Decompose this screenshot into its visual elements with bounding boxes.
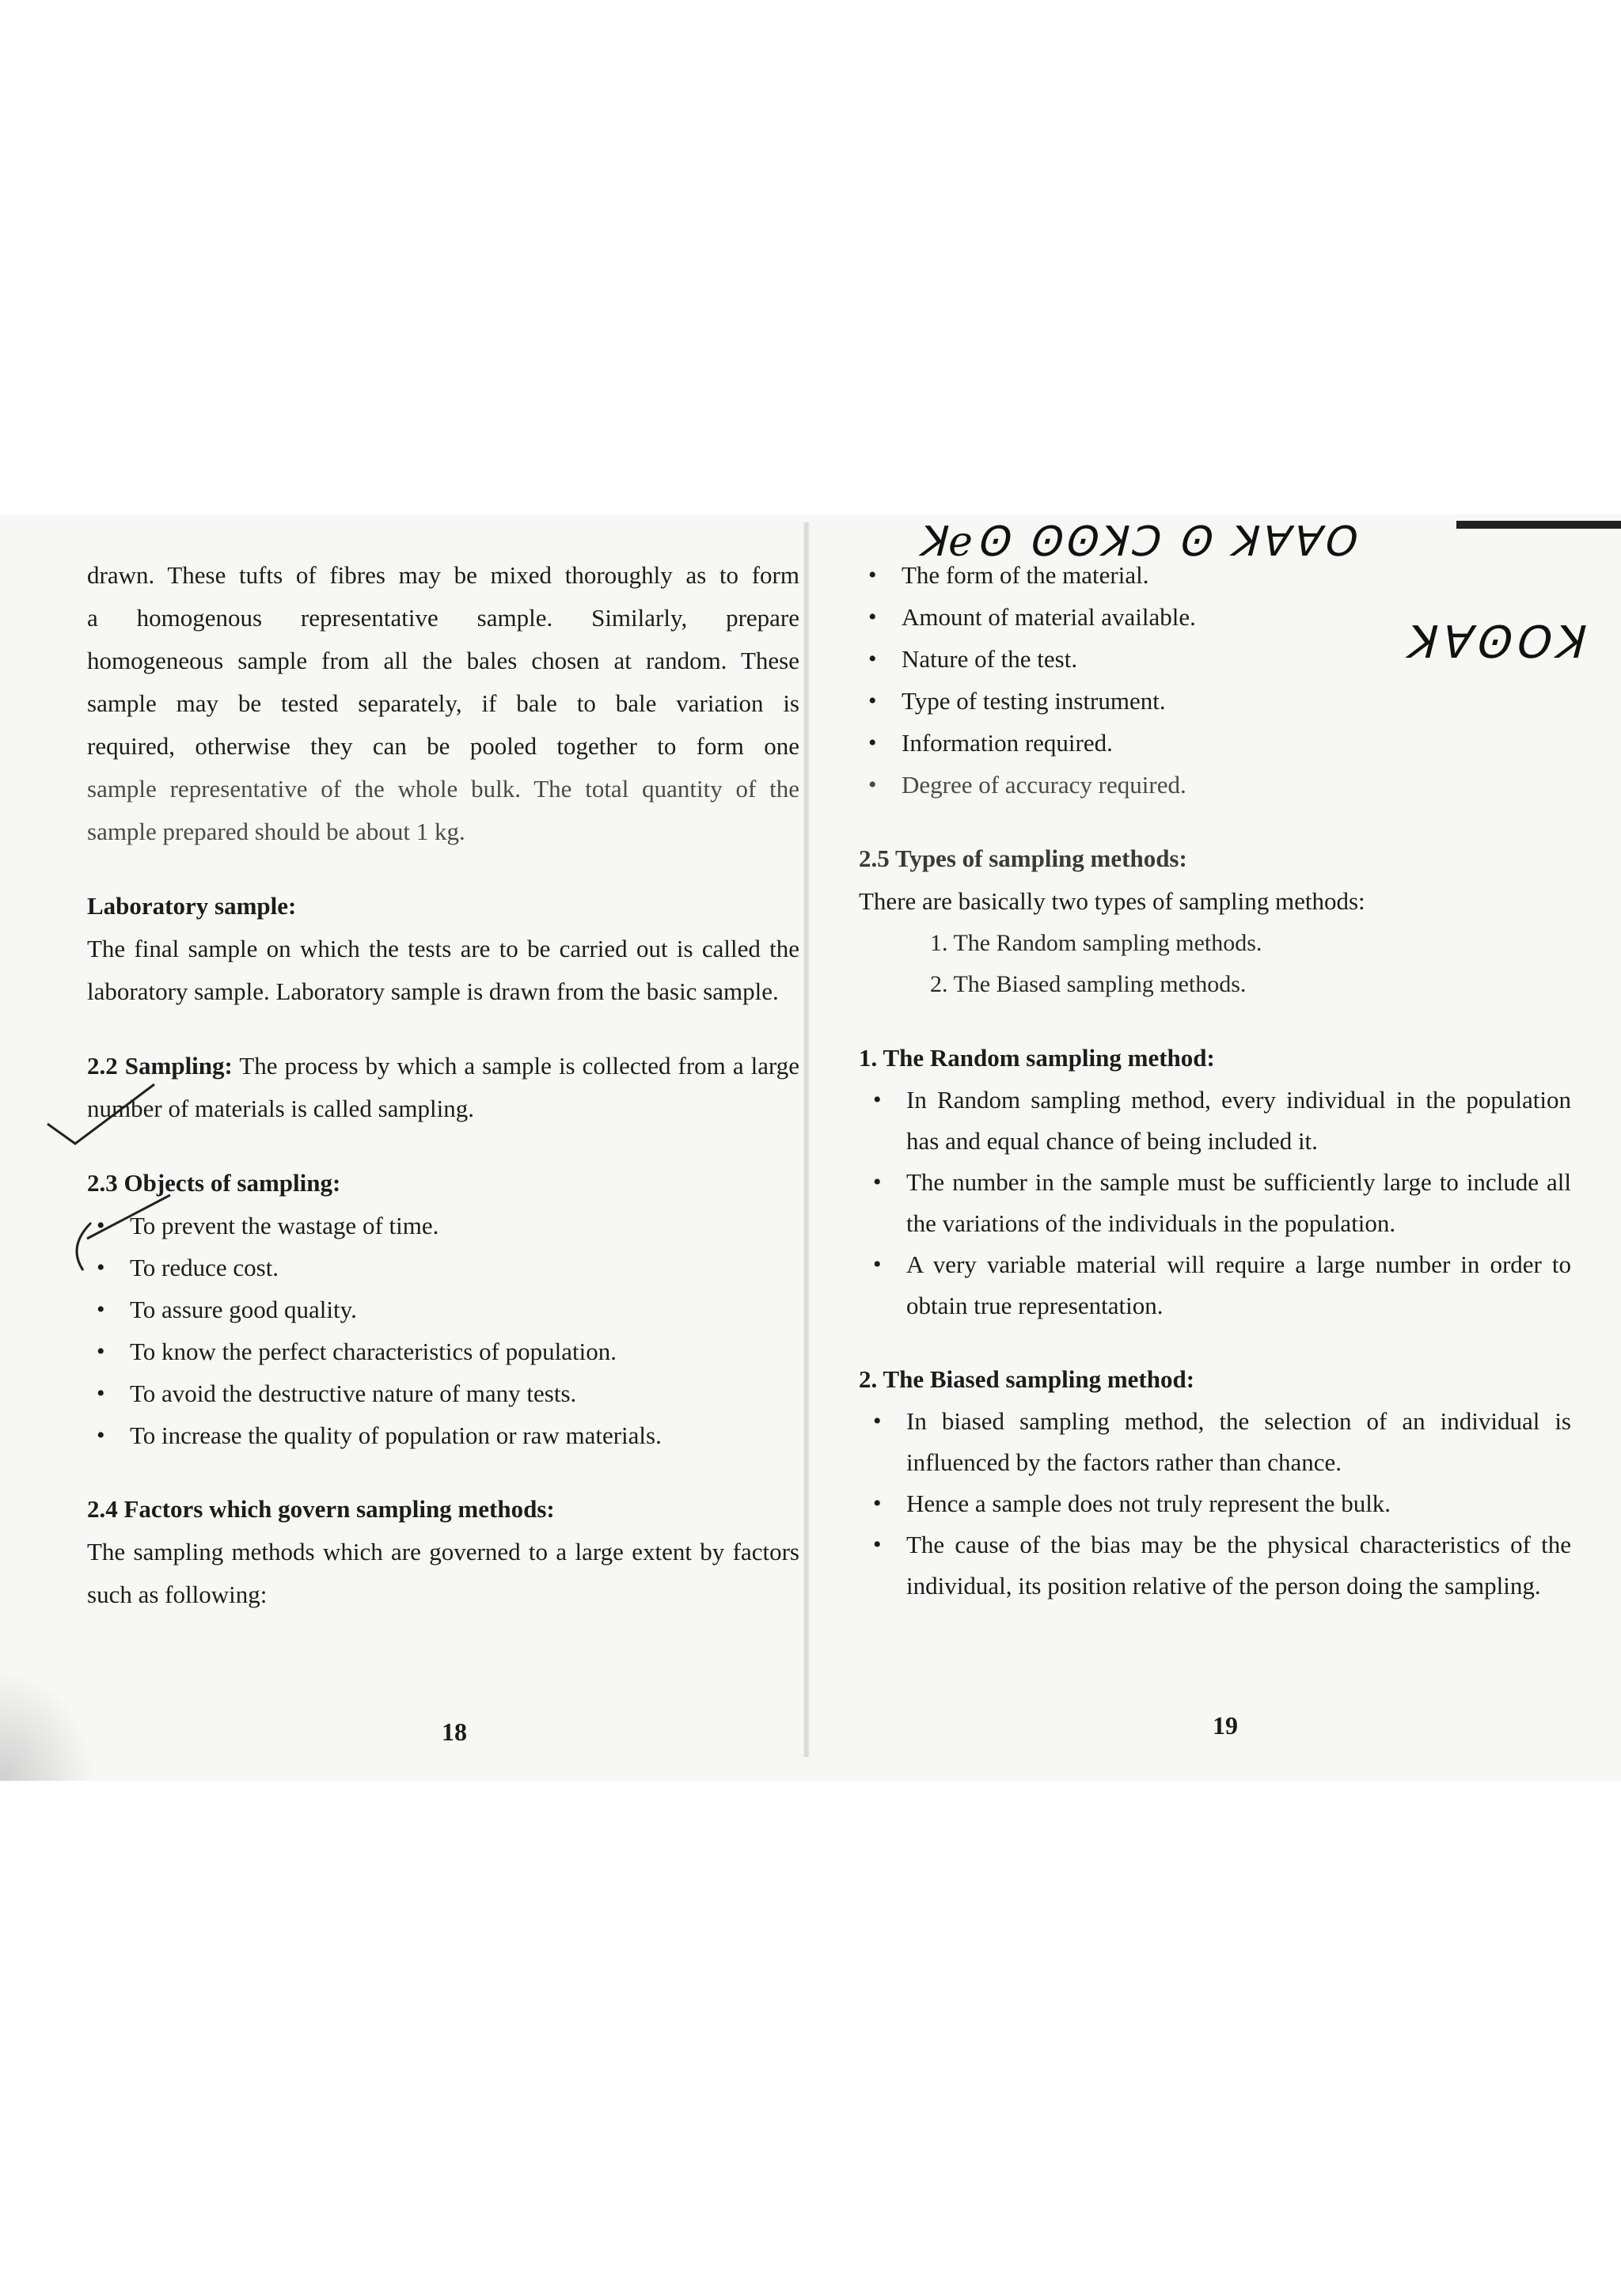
list-item: • Nature of the test. bbox=[859, 638, 1571, 680]
random-heading: 1. The Random sampling method: bbox=[859, 1044, 1215, 1072]
list-item: • The form of the material. bbox=[859, 554, 1571, 596]
page-number-left: 18 bbox=[442, 1717, 467, 1746]
biased-points bbox=[859, 1401, 1571, 1607]
list-item: • Hence a sample does not truly represent the bulk. bbox=[859, 1483, 1571, 1524]
list-item: • Amount of material available. bbox=[859, 596, 1571, 638]
intro-line: sample prepared should be about 1 kg. bbox=[87, 818, 465, 845]
list-item: • The number in the sample must be sufficiently large to include all the variations of the individuals in the population. bbox=[859, 1162, 1571, 1244]
types-heading: 2.5 Types of sampling methods: bbox=[859, 844, 1187, 872]
factors-heading: 2.4 Factors which govern sampling methods: bbox=[87, 1495, 555, 1523]
list-item: • In biased sampling method, the selection of an individual is influenced by the factors rather than chance. bbox=[859, 1401, 1571, 1483]
types-list bbox=[859, 923, 1571, 1005]
lab-sample-text: The final sample on which the tests are to be carried out is called the laboratory sample. Laboratory sample is drawn from the basic sample. bbox=[87, 935, 799, 1005]
list-item: • To assure good quality. bbox=[87, 1288, 799, 1330]
factor-items-list bbox=[859, 554, 1571, 806]
types-intro: There are basically two types of sampling methods: bbox=[859, 887, 1365, 915]
factors-text: The sampling methods which are governed to a large extent by factors such as following: bbox=[87, 1538, 799, 1608]
list-item: • Information required. bbox=[859, 722, 1571, 764]
pen-tick-mark bbox=[67, 1191, 178, 1278]
list-item: • To increase the quality of population or raw materials. bbox=[87, 1414, 799, 1456]
list-item: 1. The Random sampling methods. bbox=[930, 930, 1262, 956]
list-item: • To reduce cost. bbox=[87, 1247, 799, 1288]
list-item: • To prevent the wastage of time. bbox=[87, 1205, 799, 1247]
lab-sample-heading: Laboratory sample: bbox=[87, 892, 297, 920]
left-page bbox=[87, 554, 799, 1757]
intro-line: sample representative of the whole bulk. The total quantity of the bbox=[87, 775, 799, 803]
list-item: • In Random sampling method, every individual in the population has and equal chance of being included it. bbox=[859, 1080, 1571, 1162]
intro-line: drawn. These tufts of fibres may be mixed thoroughly as to form bbox=[87, 561, 799, 589]
intro-paragraph bbox=[87, 554, 799, 853]
pen-tick-mark bbox=[44, 1076, 162, 1148]
right-page bbox=[859, 554, 1571, 1757]
sampling-text: The process by which a sample is collected from a large number of materials is called sampling. bbox=[87, 1052, 799, 1122]
objects-heading: 2.3 Objects of sampling: bbox=[87, 1169, 341, 1197]
list-item: • Degree of accuracy required. bbox=[859, 764, 1571, 806]
intro-line: a homogenous representative sample. Similarly, prepare bbox=[87, 604, 799, 632]
intro-line: homogeneous sample from all the bales chosen at random. These bbox=[87, 647, 799, 674]
list-item: • To know the perfect characteristics of population. bbox=[87, 1330, 799, 1372]
book-gutter bbox=[803, 522, 810, 1757]
random-points bbox=[859, 1080, 1571, 1326]
page-number-right: 19 bbox=[1213, 1711, 1238, 1740]
intro-line: sample may be tested separately, if bale to bale variation is bbox=[87, 689, 799, 717]
list-item: • A very variable material will require a large number in order to obtain true representation. bbox=[859, 1244, 1571, 1326]
list-item: • The cause of the bias may be the physical characteristics of the individual, its position relative of the person doing the sampling. bbox=[859, 1524, 1571, 1607]
objects-list bbox=[87, 1205, 799, 1456]
handwritten-annotation-side: ꓘꓯꙨꓳꓘ bbox=[1405, 617, 1587, 669]
sampling-label: 2.2 Sampling: bbox=[87, 1052, 233, 1080]
list-item: • To avoid the destructive nature of many tests. bbox=[87, 1372, 799, 1414]
sampling-definition bbox=[87, 1045, 799, 1130]
scan-edge-mark bbox=[1456, 521, 1621, 529]
list-item: 2. The Biased sampling methods. bbox=[930, 971, 1247, 997]
intro-line: required, otherwise they can be pooled together to form one bbox=[87, 732, 799, 760]
handwritten-annotation: ꓘeꙨ ꙨꙨꓘꓛ Ꙩ ꓘꓯꓯꓳ bbox=[918, 518, 1358, 566]
biased-heading: 2. The Biased sampling method: bbox=[859, 1365, 1195, 1393]
list-item: • Type of testing instrument. bbox=[859, 680, 1571, 722]
